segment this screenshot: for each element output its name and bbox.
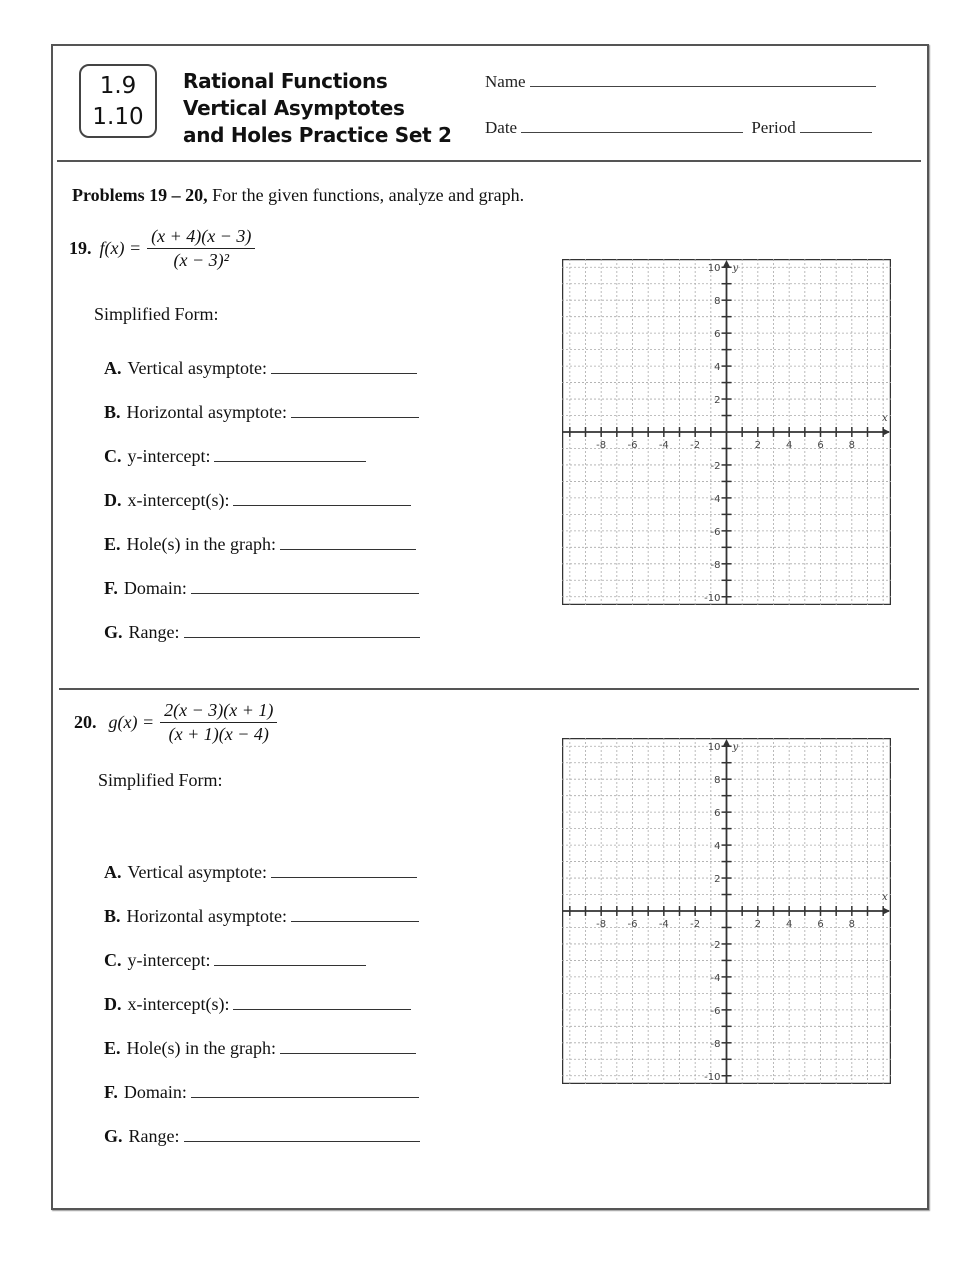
graph-20-coordinate-plane[interactable] <box>562 738 891 1084</box>
question-label: Horizontal asymptote: <box>126 402 287 422</box>
question-letter: F. <box>104 1082 118 1102</box>
question-a <box>104 358 417 379</box>
x-axis-label: x <box>882 413 888 424</box>
x-tick-label: -8 <box>596 919 607 930</box>
answer-blank[interactable] <box>280 1052 416 1054</box>
name-field[interactable] <box>485 72 876 92</box>
question-c <box>104 446 366 467</box>
instructions <box>72 185 524 206</box>
badge-line-1: 1.9 <box>99 73 137 99</box>
y-tick-label: -2 <box>710 939 721 951</box>
question-label: Domain: <box>123 1082 187 1102</box>
answer-blank[interactable] <box>233 504 411 506</box>
fraction <box>160 700 277 745</box>
x-tick-label: -8 <box>596 440 607 451</box>
y-tick-label: -6 <box>710 526 721 538</box>
date-period-row <box>485 118 872 138</box>
period-label: Period <box>751 118 796 137</box>
title-line-3: and Holes Practice Set 2 <box>183 123 452 147</box>
numerator: (x + 4)(x − 3) <box>147 226 255 249</box>
question-e <box>104 1038 416 1059</box>
question-letter: E. <box>104 534 121 554</box>
question-label: x-intercept(s): <box>127 490 230 510</box>
answer-blank[interactable] <box>233 1008 411 1010</box>
answer-blank[interactable] <box>214 964 366 966</box>
y-axis-label: y <box>732 263 739 274</box>
y-tick-label: 2 <box>714 874 721 886</box>
answer-blank[interactable] <box>271 372 417 374</box>
problem-20-equation <box>74 700 277 745</box>
problem-number: 20. <box>74 712 97 732</box>
title-line-2: Vertical Asymptotes <box>183 96 405 120</box>
answer-blank[interactable] <box>280 548 416 550</box>
y-tick-label: 6 <box>714 808 721 820</box>
y-tick-label: -4 <box>710 493 721 505</box>
x-tick-label: -2 <box>690 440 701 451</box>
x-tick-label: 4 <box>785 440 793 451</box>
question-letter: E. <box>104 1038 121 1058</box>
question-label: Domain: <box>123 578 187 598</box>
question-label: Range: <box>128 1126 180 1146</box>
y-tick-label: -6 <box>710 1005 721 1017</box>
question-letter: B. <box>104 402 121 422</box>
question-label: y-intercept: <box>127 950 211 970</box>
answer-blank[interactable] <box>184 1140 420 1142</box>
simplified-form-label: Simplified Form: <box>98 770 223 790</box>
instructions-text: For the given functions, analyze and graph. <box>207 185 525 205</box>
answer-blank[interactable] <box>214 460 366 462</box>
question-d <box>104 490 411 511</box>
question-b <box>104 906 419 927</box>
y-tick-label: -10 <box>704 1071 721 1083</box>
question-letter: C. <box>104 446 122 466</box>
question-b <box>104 402 419 423</box>
x-tick-label: -6 <box>627 919 638 930</box>
question-g <box>104 622 420 643</box>
question-e <box>104 534 416 555</box>
question-letter: G. <box>104 1126 123 1146</box>
function-name: g(x) = <box>108 712 155 732</box>
question-label: x-intercept(s): <box>127 994 230 1014</box>
question-f <box>104 1082 419 1103</box>
y-tick-label: 8 <box>714 296 721 308</box>
question-letter: A. <box>104 358 122 378</box>
question-label: Range: <box>128 622 180 642</box>
question-d <box>104 994 411 1015</box>
question-letter: D. <box>104 994 122 1014</box>
answer-blank[interactable] <box>191 592 419 594</box>
question-letter: D. <box>104 490 122 510</box>
y-tick-label: -8 <box>710 559 721 571</box>
y-tick-label: -10 <box>704 592 721 604</box>
question-letter: C. <box>104 950 122 970</box>
x-tick-label: 2 <box>754 919 762 930</box>
answer-blank[interactable] <box>271 876 417 878</box>
question-a <box>104 862 417 883</box>
name-label: Name <box>485 72 526 91</box>
graph-19-coordinate-plane[interactable] <box>562 259 891 605</box>
question-letter: B. <box>104 906 121 926</box>
period-blank[interactable] <box>800 131 872 133</box>
question-letter: A. <box>104 862 122 882</box>
x-tick-label: -4 <box>658 919 669 930</box>
question-label: Hole(s) in the graph: <box>126 534 276 554</box>
y-tick-label: -4 <box>710 972 721 984</box>
instructions-bold: Problems 19 – 20, <box>72 185 208 205</box>
x-tick-label: 6 <box>817 919 824 930</box>
x-axis-label: x <box>882 892 888 903</box>
question-label: Horizontal asymptote: <box>126 906 287 926</box>
y-tick-label: 6 <box>714 329 721 341</box>
simplified-form-label: Simplified Form: <box>94 304 219 324</box>
date-label: Date <box>485 118 518 137</box>
problem-19-equation <box>69 226 255 271</box>
question-f <box>104 578 419 599</box>
answer-blank[interactable] <box>291 920 419 922</box>
y-tick-label: 8 <box>714 775 721 787</box>
name-blank[interactable] <box>530 85 876 87</box>
y-tick-label: 10 <box>707 263 721 275</box>
question-label: Vertical asymptote: <box>127 862 267 882</box>
lesson-badge <box>79 64 157 138</box>
y-tick-label: -2 <box>710 460 721 472</box>
question-g <box>104 1126 420 1147</box>
question-c <box>104 950 366 971</box>
question-letter: G. <box>104 622 123 642</box>
x-tick-label: 2 <box>754 440 762 451</box>
x-tick-label: -6 <box>627 440 638 451</box>
x-tick-label: -4 <box>658 440 669 451</box>
answer-blank[interactable] <box>291 416 419 418</box>
problem-divider <box>59 688 919 690</box>
y-tick-label: -8 <box>710 1038 721 1050</box>
date-blank[interactable] <box>521 131 743 133</box>
question-label: y-intercept: <box>127 446 211 466</box>
x-tick-label: 4 <box>785 919 793 930</box>
x-tick-label: 6 <box>817 440 824 451</box>
title-line-1: Rational Functions <box>183 69 388 93</box>
fraction <box>147 226 255 271</box>
numerator: 2(x − 3)(x + 1) <box>160 700 277 723</box>
y-tick-label: 4 <box>714 362 721 374</box>
y-tick-label: 2 <box>714 395 721 407</box>
x-tick-label: 8 <box>848 919 856 930</box>
question-label: Hole(s) in the graph: <box>126 1038 276 1058</box>
problem-number: 19. <box>69 238 92 258</box>
x-tick-label: -2 <box>690 919 701 930</box>
question-letter: F. <box>104 578 118 598</box>
denominator: (x − 3)² <box>173 250 230 270</box>
worksheet-title <box>183 68 452 149</box>
denominator: (x + 1)(x − 4) <box>168 724 269 744</box>
badge-line-2: 1.10 <box>92 104 144 130</box>
function-name: f(x) = <box>99 238 142 258</box>
answer-blank[interactable] <box>184 636 420 638</box>
header-divider <box>57 160 921 162</box>
y-axis-label: y <box>732 742 739 753</box>
x-tick-label: 8 <box>848 440 856 451</box>
y-tick-label: 4 <box>714 841 721 853</box>
y-tick-label: 10 <box>707 742 721 754</box>
question-label: Vertical asymptote: <box>127 358 267 378</box>
answer-blank[interactable] <box>191 1096 419 1098</box>
